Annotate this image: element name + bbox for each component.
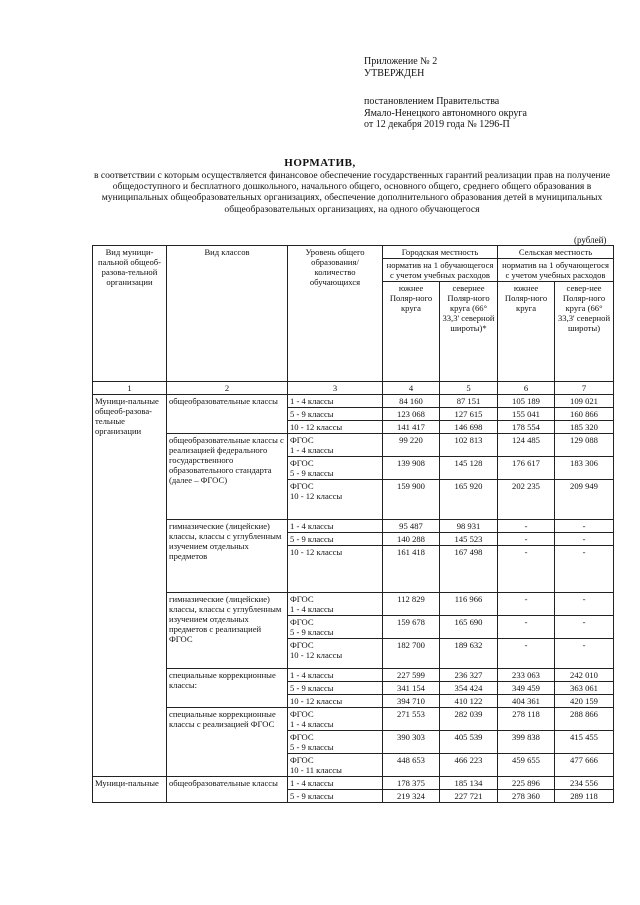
value-cell-v7: 289 118 (555, 790, 614, 803)
level-subtext: 5 - 9 классы (290, 742, 334, 752)
org-type-cell: Муници-пальные общеоб-разова-тельные организации (93, 395, 167, 777)
value-cell-v7: 420 159 (555, 695, 614, 708)
value-cell-v5: 282 039 (440, 708, 498, 731)
value-cell-v6: 349 459 (498, 682, 555, 695)
value-cell-v5: 146 698 (440, 421, 498, 434)
unit-label: (рублей) (574, 235, 607, 245)
level-cell (288, 754, 383, 777)
value-cell-v7: 109 021 (555, 395, 614, 408)
value-cell-v5: 145 523 (440, 533, 498, 546)
table-row (93, 708, 614, 731)
value-cell-v6: - (498, 533, 555, 546)
level-cell (288, 395, 383, 408)
level-subtext: 10 - 12 классы (290, 491, 343, 501)
header-rural: Сельская местность (498, 246, 614, 259)
class-type-cell: специальные коррекционные классы: (167, 669, 288, 708)
level-text: 5 - 9 классы (290, 534, 334, 544)
table-row (93, 669, 614, 682)
value-cell-v5: 87 151 (440, 395, 498, 408)
level-text: 1 - 4 классы (290, 670, 334, 680)
value-cell-v4: 227 599 (383, 669, 440, 682)
value-cell-v6: - (498, 520, 555, 533)
value-cell-v6: 278 118 (498, 708, 555, 731)
value-cell-v4: 140 288 (383, 533, 440, 546)
level-text: ФГОС (290, 594, 314, 604)
value-cell-v7: 209 949 (555, 480, 614, 520)
value-cell-v7: 129 088 (555, 434, 614, 457)
level-cell (288, 434, 383, 457)
appendix-label: Приложение № 2 (364, 56, 438, 67)
value-cell-v6: - (498, 639, 555, 669)
value-cell-v4: 182 700 (383, 639, 440, 669)
table-row (93, 434, 614, 457)
value-cell-v4: 139 908 (383, 457, 440, 480)
value-cell-v4: 394 710 (383, 695, 440, 708)
value-cell-v7: 185 320 (555, 421, 614, 434)
org-type-cell: Муници-пальные (93, 777, 167, 803)
value-cell-v6: 176 617 (498, 457, 555, 480)
level-cell (288, 593, 383, 616)
level-cell (288, 520, 383, 533)
document-title: НОРМАТИВ, (284, 157, 356, 169)
level-text: ФГОС (290, 640, 314, 650)
level-text: 10 - 12 классы (290, 547, 343, 557)
value-cell-v6: 404 361 (498, 695, 555, 708)
level-text: ФГОС (290, 709, 314, 719)
header-north-urban: севернее Поляр-ного круга (66° 33,3' северной широты)* (440, 282, 498, 382)
value-cell-v6: 225 896 (498, 777, 555, 790)
level-subtext: 10 - 12 классы (290, 650, 343, 660)
level-subtext: 5 - 9 классы (290, 468, 334, 478)
level-subtext: 10 - 11 классы (290, 765, 342, 775)
level-cell (288, 731, 383, 754)
value-cell-v4: 112 829 (383, 593, 440, 616)
normative-table (92, 245, 614, 803)
value-cell-v6: 278 360 (498, 790, 555, 803)
level-cell (288, 777, 383, 790)
value-cell-v4: 95 487 (383, 520, 440, 533)
value-cell-v4: 271 553 (383, 708, 440, 731)
level-text: ФГОС (290, 435, 314, 445)
class-type-cell: гимназические (лицейские) классы, классы с углубленным изучением отдельных предметов с реализацией ФГОС (167, 593, 288, 669)
value-cell-v7: - (555, 639, 614, 669)
value-cell-v6: - (498, 546, 555, 593)
level-cell (288, 421, 383, 434)
level-text: ФГОС (290, 732, 314, 742)
level-text: 5 - 9 классы (290, 683, 334, 693)
value-cell-v6: 155 041 (498, 408, 555, 421)
value-cell-v5: 165 690 (440, 616, 498, 639)
level-cell (288, 682, 383, 695)
value-cell-v4: 141 417 (383, 421, 440, 434)
level-text: 1 - 4 классы (290, 396, 334, 406)
value-cell-v6: 105 189 (498, 395, 555, 408)
value-cell-v7: - (555, 593, 614, 616)
level-text: 1 - 4 классы (290, 521, 334, 531)
level-text: 5 - 9 классы (290, 791, 334, 801)
value-cell-v5: 189 632 (440, 639, 498, 669)
class-type-cell: гимназические (лицейские) классы, классы с углубленным изучением отдельных предметов (167, 520, 288, 593)
value-cell-v4: 161 418 (383, 546, 440, 593)
value-cell-v5: 410 122 (440, 695, 498, 708)
value-cell-v5: 227 721 (440, 790, 498, 803)
approval-line-1: постановлением Правительства (364, 96, 500, 107)
header-level: Уровень общего образования/ количество обучающихся (288, 246, 383, 382)
value-cell-v5: 116 966 (440, 593, 498, 616)
level-cell (288, 546, 383, 593)
header-north-rural: север-нее Поляр-ного круга (66° 33,3' северной широты) (555, 282, 614, 382)
level-subtext: 1 - 4 классы (290, 719, 334, 729)
value-cell-v7: 415 455 (555, 731, 614, 754)
value-cell-v5: 165 920 (440, 480, 498, 520)
table-row (93, 777, 614, 790)
value-cell-v5: 466 223 (440, 754, 498, 777)
table-row (93, 520, 614, 533)
level-cell (288, 695, 383, 708)
class-type-cell: специальные коррекционные классы с реализацией ФГОС (167, 708, 288, 777)
approval-line-3: от 12 декабря 2019 года № 1296-П (364, 119, 510, 130)
column-numbers-row (93, 382, 614, 395)
class-type-cell: общеобразовательные классы (167, 777, 288, 803)
value-cell-v4: 84 160 (383, 395, 440, 408)
approved-label: УТВЕРЖДЕН (364, 67, 425, 79)
value-cell-v6: - (498, 593, 555, 616)
value-cell-v6: 202 235 (498, 480, 555, 520)
value-cell-v4: 123 068 (383, 408, 440, 421)
level-cell (288, 480, 383, 520)
value-cell-v7: 160 866 (555, 408, 614, 421)
header-south-rural: южнее Поляр-ного круга (498, 282, 555, 382)
value-cell-v7: - (555, 616, 614, 639)
col-num-2: 2 (167, 382, 288, 395)
value-cell-v4: 159 900 (383, 480, 440, 520)
value-cell-v5: 167 498 (440, 546, 498, 593)
approval-block (364, 56, 527, 131)
document-subtitle: в соответствии с которым осуществляется финансовое обеспечение государственных гарантий реализации прав на получение общедоступного и бесплатного дошкольного, начального общего, основного общего, среднего общего образования в муниципальных общеобразовательных организациях, обеспечение дополнительного образования детей в муниципальных общеобразовательных организациях, на одного обучающегося (93, 170, 611, 215)
level-text: 5 - 9 классы (290, 409, 334, 419)
header-urban: Городская местность (383, 246, 498, 259)
header-org-type: Вид муници-пальной общеоб-разова-тельной организации (93, 246, 167, 382)
approval-line-2: Ямало-Ненецкого автономного округа (364, 107, 527, 119)
value-cell-v7: - (555, 546, 614, 593)
level-cell (288, 790, 383, 803)
value-cell-v5: 102 813 (440, 434, 498, 457)
value-cell-v4: 159 678 (383, 616, 440, 639)
value-cell-v5: 127 615 (440, 408, 498, 421)
level-subtext: 5 - 9 классы (290, 627, 334, 637)
value-cell-v5: 145 128 (440, 457, 498, 480)
col-num-4: 4 (383, 382, 440, 395)
value-cell-v6: 233 063 (498, 669, 555, 682)
value-cell-v4: 219 324 (383, 790, 440, 803)
level-text: ФГОС (290, 755, 314, 765)
value-cell-v5: 405 539 (440, 731, 498, 754)
header-row-1 (93, 246, 614, 259)
col-num-1: 1 (93, 382, 167, 395)
value-cell-v6: - (498, 616, 555, 639)
value-cell-v7: 288 866 (555, 708, 614, 731)
class-type-cell: общеобразовательные классы с реализацией федерального государственного образовательного стандарта (далее – ФГОС) (167, 434, 288, 520)
value-cell-v4: 178 375 (383, 777, 440, 790)
header-norm-rural: норматив на 1 обучающегося с учетом учебных расходов (498, 259, 614, 282)
header-class-type: Вид классов (167, 246, 288, 382)
header-norm-urban: норматив на 1 обучающегося с учетом учебных расходов (383, 259, 498, 282)
level-text: ФГОС (290, 617, 314, 627)
level-subtext: 1 - 4 классы (290, 604, 334, 614)
level-cell (288, 669, 383, 682)
level-cell (288, 708, 383, 731)
header-south-urban: южнее Поляр-ного круга (383, 282, 440, 382)
value-cell-v5: 354 424 (440, 682, 498, 695)
value-cell-v7: 183 306 (555, 457, 614, 480)
value-cell-v4: 448 653 (383, 754, 440, 777)
level-text: 10 - 12 классы (290, 422, 343, 432)
value-cell-v7: 363 061 (555, 682, 614, 695)
level-cell (288, 533, 383, 546)
value-cell-v6: 459 655 (498, 754, 555, 777)
level-cell (288, 457, 383, 480)
level-text: 10 - 12 классы (290, 696, 343, 706)
table-row (93, 593, 614, 616)
value-cell-v4: 390 303 (383, 731, 440, 754)
col-num-6: 6 (498, 382, 555, 395)
level-text: 1 - 4 классы (290, 778, 334, 788)
value-cell-v7: - (555, 520, 614, 533)
level-text: ФГОС (290, 481, 314, 491)
value-cell-v7: - (555, 533, 614, 546)
col-num-5: 5 (440, 382, 498, 395)
value-cell-v7: 477 666 (555, 754, 614, 777)
col-num-7: 7 (555, 382, 614, 395)
value-cell-v4: 99 220 (383, 434, 440, 457)
value-cell-v4: 341 154 (383, 682, 440, 695)
value-cell-v6: 399 838 (498, 731, 555, 754)
value-cell-v5: 236 327 (440, 669, 498, 682)
value-cell-v5: 98 931 (440, 520, 498, 533)
level-cell (288, 408, 383, 421)
value-cell-v6: 178 554 (498, 421, 555, 434)
table-row (93, 395, 614, 408)
value-cell-v6: 124 485 (498, 434, 555, 457)
value-cell-v7: 234 556 (555, 777, 614, 790)
col-num-3: 3 (288, 382, 383, 395)
value-cell-v7: 242 010 (555, 669, 614, 682)
level-cell (288, 616, 383, 639)
level-subtext: 1 - 4 классы (290, 445, 334, 455)
class-type-cell: общеобразовательные классы (167, 395, 288, 434)
level-text: ФГОС (290, 458, 314, 468)
level-cell (288, 639, 383, 669)
value-cell-v5: 185 134 (440, 777, 498, 790)
